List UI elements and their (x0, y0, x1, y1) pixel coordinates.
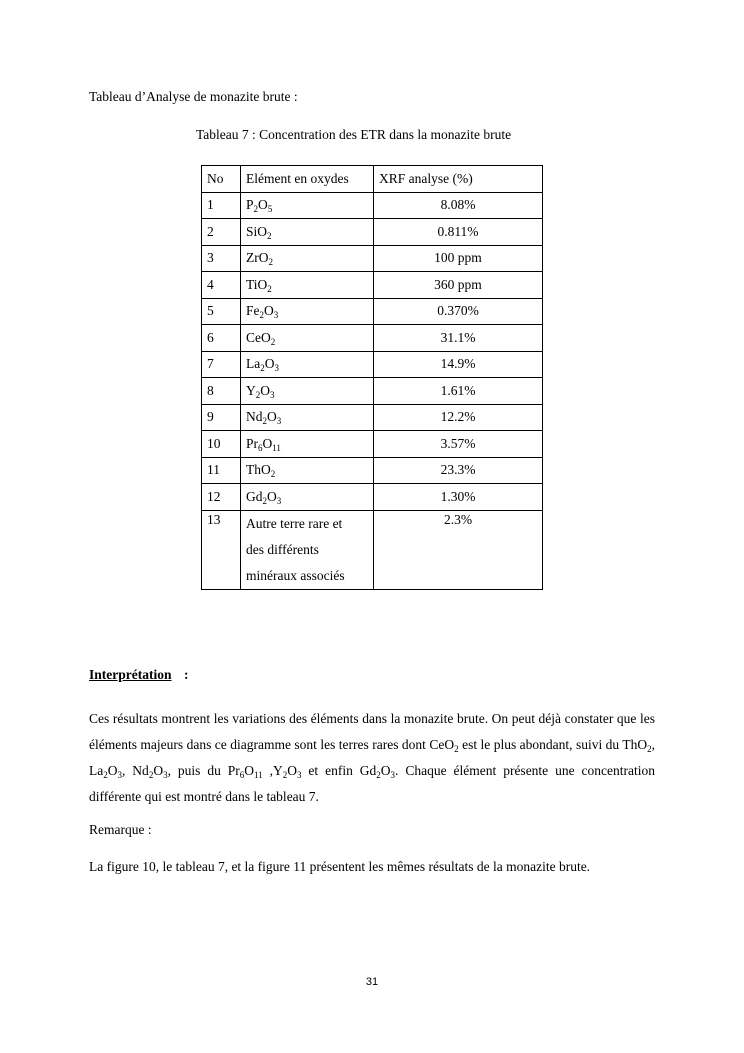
table-header-row (202, 166, 543, 193)
table-row (202, 325, 543, 352)
xrf-value: 0.811% (374, 219, 543, 246)
paragraph-subscript: 3 (390, 770, 396, 780)
oxide-formula (241, 298, 374, 325)
xrf-value: 31.1% (374, 325, 543, 352)
oxide-formula (241, 351, 374, 378)
table-row (202, 431, 543, 458)
formula-subscript: 3 (276, 416, 282, 427)
row-number: 10 (202, 431, 241, 458)
table-row (202, 298, 543, 325)
formula-element: ThO (246, 462, 271, 478)
paragraph-subscript: 2 (454, 744, 459, 754)
table-row (202, 272, 543, 299)
section-heading: Tableau d’Analyse de monazite brute : (89, 89, 298, 104)
row-number: 12 (202, 484, 241, 511)
formula-element: P (246, 197, 254, 213)
page-number: 31 (365, 976, 379, 988)
paragraph-text: Ces résultats montrent les variations des éléments dans la monazite brute. On peut déjà constater que les éléments majeurs dans ce diagramme sont les terres rares dont CeO (89, 711, 655, 752)
xrf-value: 3.57% (374, 431, 543, 458)
table-row (202, 219, 543, 246)
row-number: 9 (202, 404, 241, 431)
oxide-formula (241, 404, 374, 431)
formula-element: O (262, 435, 273, 451)
formula-element: La (246, 356, 261, 372)
row-number: 13 (202, 510, 241, 589)
interpretation-paragraph (89, 706, 655, 810)
formula-element: Y (246, 382, 256, 398)
xrf-value: 12.2% (374, 404, 543, 431)
table-row (202, 378, 543, 405)
paragraph-text: , La (89, 737, 655, 778)
xrf-value: 23.3% (374, 457, 543, 484)
formula-subscript: 2 (253, 204, 259, 215)
interpretation-heading: Interprétation (89, 667, 172, 682)
xrf-value: 0.370% (374, 298, 543, 325)
row-number: 8 (202, 378, 241, 405)
formula-element: O (258, 197, 268, 213)
formula-element: SiO (246, 223, 268, 239)
header-oxide: Elément en oxydes (241, 166, 374, 193)
paragraph-subscript: 2 (103, 770, 108, 780)
paragraph-text: O (153, 763, 164, 778)
formula-element: Gd (246, 488, 263, 504)
remark-label: Remarque : (89, 822, 152, 837)
xrf-value: 1.30% (374, 484, 543, 511)
row-number: 11 (202, 457, 241, 484)
oxide-table (201, 165, 543, 590)
formula-element: ZrO (246, 250, 269, 266)
formula-subscript: 2 (268, 257, 273, 268)
xrf-value: 360 ppm (374, 272, 543, 299)
row-number: 5 (202, 298, 241, 325)
paragraph-subscript: 2 (647, 744, 652, 754)
row-number: 7 (202, 351, 241, 378)
formula-subscript: 2 (259, 310, 264, 321)
row-number: 4 (202, 272, 241, 299)
table-row (202, 245, 543, 272)
formula-element: O (260, 382, 270, 398)
oxide-formula (241, 325, 374, 352)
oxide-formula (241, 245, 374, 272)
oxide-description-line: minéraux associés (246, 567, 345, 583)
row-number: 6 (202, 325, 241, 352)
xrf-value: 100 ppm (374, 245, 543, 272)
paragraph-text: O (107, 763, 118, 778)
header-xrf: XRF analyse (%) (374, 166, 543, 193)
formula-subscript: 2 (262, 495, 267, 506)
formula-subscript: 3 (270, 389, 275, 400)
formula-element: O (264, 303, 274, 319)
paragraph-subscript: 2 (282, 770, 288, 780)
paragraph-subscript: 2 (148, 770, 154, 780)
row-number: 3 (202, 245, 241, 272)
paragraph-subscript: 3 (117, 770, 122, 780)
row-number: 2 (202, 219, 241, 246)
paragraph-text: ,Y (262, 763, 283, 778)
formula-element: O (264, 356, 275, 372)
oxide-formula (241, 484, 374, 511)
paragraph-text: , puis du Pr (167, 763, 240, 778)
formula-subscript: 3 (274, 363, 279, 374)
formula-element: O (267, 409, 277, 425)
xrf-value: 8.08% (374, 192, 543, 219)
formula-subscript: 3 (273, 310, 279, 321)
formula-element: Pr (246, 435, 259, 451)
table-row (202, 351, 543, 378)
formula-subscript: 11 (272, 442, 281, 453)
oxide-table-body (202, 166, 543, 590)
paragraph-text: . Chaque élément présente une concentration différente qui est montré dans le tableau 7. (89, 763, 656, 804)
formula-element: O (267, 488, 277, 504)
oxide-formula (241, 457, 374, 484)
paragraph-text: , Nd (122, 763, 149, 778)
paragraph-subscript: 3 (297, 770, 302, 780)
formula-subscript: 6 (258, 442, 263, 453)
oxide-formula (241, 378, 374, 405)
table-row (202, 510, 543, 589)
formula-element: CeO (246, 329, 271, 345)
formula-element: Fe (246, 303, 260, 319)
paragraph-subscript: 3 (163, 770, 168, 780)
table-row (202, 404, 543, 431)
paragraph-text: O (287, 763, 297, 778)
table-row (202, 484, 543, 511)
oxide-description-line: des différents (246, 541, 319, 557)
xrf-value: 2.3% (374, 510, 543, 589)
paragraph-text: O (380, 763, 391, 778)
formula-subscript: 2 (270, 469, 276, 480)
formula-element: TiO (246, 276, 268, 292)
formula-element: Nd (246, 409, 263, 425)
conclusion-text: La figure 10, le tableau 7, et la figure 11 présentent les mêmes résultats de la monazite brute. (89, 859, 591, 874)
interpretation-heading-suffix: : (184, 667, 189, 682)
xrf-value: 1.61% (374, 378, 543, 405)
table-caption: Tableau 7 : Concentration des ETR dans la monazite brute (196, 127, 512, 142)
formula-subscript: 3 (276, 495, 282, 506)
formula-subscript: 2 (262, 416, 267, 427)
table-row (202, 457, 543, 484)
header-no: No (202, 166, 241, 193)
formula-subscript: 2 (270, 336, 276, 347)
formula-subscript: 2 (255, 389, 261, 400)
oxide-formula (241, 192, 374, 219)
oxide-formula (241, 219, 374, 246)
paragraph-text: et enfin Gd (301, 763, 377, 778)
paragraph-subscript: 11 (254, 770, 263, 780)
row-number: 1 (202, 192, 241, 219)
oxide-description-line: Autre terre rare et (246, 515, 343, 531)
formula-subscript: 5 (267, 204, 273, 215)
formula-subscript: 2 (267, 230, 272, 241)
paragraph-text: est le plus abondant, suivi du ThO (458, 737, 648, 752)
oxide-description (241, 510, 374, 589)
formula-subscript: 2 (260, 363, 265, 374)
paragraph-subscript: 6 (239, 770, 245, 780)
oxide-formula (241, 431, 374, 458)
xrf-value: 14.9% (374, 351, 543, 378)
paragraph-text: O (244, 763, 255, 778)
formula-subscript: 2 (267, 283, 272, 294)
paragraph-subscript: 2 (376, 770, 381, 780)
oxide-formula (241, 272, 374, 299)
table-row (202, 192, 543, 219)
